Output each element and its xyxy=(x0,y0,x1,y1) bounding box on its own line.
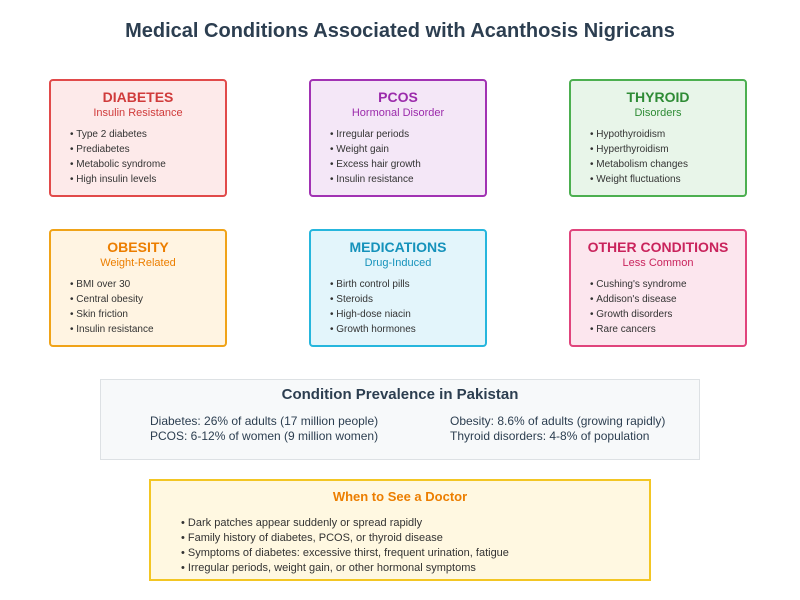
list-item: • Central obesity xyxy=(70,292,225,307)
card-title: MEDICATIONS xyxy=(349,239,447,255)
list-item: • Birth control pills xyxy=(330,277,485,292)
list-item: • Weight gain xyxy=(330,142,485,157)
card-medications xyxy=(309,229,487,347)
list-item: • Steroids xyxy=(330,292,485,307)
list-item: • Rare cancers xyxy=(590,322,745,337)
card-subtitle: Less Common xyxy=(622,257,694,269)
list-item: • High-dose niacin xyxy=(330,307,485,322)
list-item: • BMI over 30 xyxy=(70,277,225,292)
list-item: • Insulin resistance xyxy=(70,322,225,337)
card-subtitle: Hormonal Disorder xyxy=(351,107,445,119)
prevalence-stat: Diabetes: 26% of adults (17 million people) xyxy=(150,414,379,428)
card-list xyxy=(311,127,485,187)
list-item: • Irregular periods xyxy=(330,127,485,142)
list-item: • Symptoms of diabetes: excessive thirst, frequent urination, fatigue xyxy=(181,546,649,561)
list-item: • Excess hair growth xyxy=(330,157,485,172)
list-item: • Metabolism changes xyxy=(590,157,745,172)
card-title: PCOS xyxy=(378,89,418,105)
list-item: • Growth disorders xyxy=(590,307,745,322)
card-other-conditions xyxy=(569,229,747,347)
card-list xyxy=(571,277,745,337)
list-item: • Prediabetes xyxy=(70,142,225,157)
list-item: • Metabolic syndrome xyxy=(70,157,225,172)
list-item: • Weight fluctuations xyxy=(590,172,745,187)
prevalence-panel xyxy=(100,379,700,460)
card-list xyxy=(571,127,745,187)
page-title: Medical Conditions Associated with Acanthosis Nigricans xyxy=(125,20,675,42)
card-list xyxy=(311,277,485,337)
list-item: • Type 2 diabetes xyxy=(70,127,225,142)
prevalence-right-column xyxy=(450,414,665,444)
list-item: • Addison's disease xyxy=(590,292,745,307)
prevalence-stat: Thyroid disorders: 4-8% of population xyxy=(450,429,650,443)
list-item: • Hyperthyroidism xyxy=(590,142,745,157)
card-title: DIABETES xyxy=(102,89,174,105)
see-doctor-list xyxy=(151,516,649,576)
card-subtitle: Weight-Related xyxy=(100,257,176,269)
list-item: • Growth hormones xyxy=(330,322,485,337)
list-item: • Family history of diabetes, PCOS, or thyroid disease xyxy=(181,531,649,546)
card-list xyxy=(51,127,225,187)
list-item: • Hypothyroidism xyxy=(590,127,745,142)
list-item: • Skin friction xyxy=(70,307,225,322)
see-doctor-title: When to See a Doctor xyxy=(332,489,468,504)
list-item: • Insulin resistance xyxy=(330,172,485,187)
prevalence-title: Condition Prevalence in Pakistan xyxy=(281,386,519,403)
list-item: • Dark patches appear suddenly or spread rapidly xyxy=(181,516,649,531)
card-obesity xyxy=(49,229,227,347)
card-title: THYROID xyxy=(626,89,690,105)
card-title: OBESITY xyxy=(107,239,169,255)
card-subtitle: Insulin Resistance xyxy=(93,107,183,119)
list-item: • High insulin levels xyxy=(70,172,225,187)
list-item: • Cushing's syndrome xyxy=(590,277,745,292)
card-diabetes xyxy=(49,79,227,197)
list-item: • Irregular periods, weight gain, or other hormonal symptoms xyxy=(181,561,649,576)
card-title: OTHER CONDITIONS xyxy=(587,239,729,255)
prevalence-stat: Obesity: 8.6% of adults (growing rapidly) xyxy=(450,414,666,428)
prevalence-left-column xyxy=(150,414,378,444)
card-list xyxy=(51,277,225,337)
card-pcos xyxy=(309,79,487,197)
card-subtitle: Drug-Induced xyxy=(364,257,432,269)
see-doctor-panel xyxy=(149,479,651,581)
prevalence-stat: PCOS: 6-12% of women (9 million women) xyxy=(150,429,379,443)
card-subtitle: Disorders xyxy=(634,107,682,119)
card-thyroid xyxy=(569,79,747,197)
